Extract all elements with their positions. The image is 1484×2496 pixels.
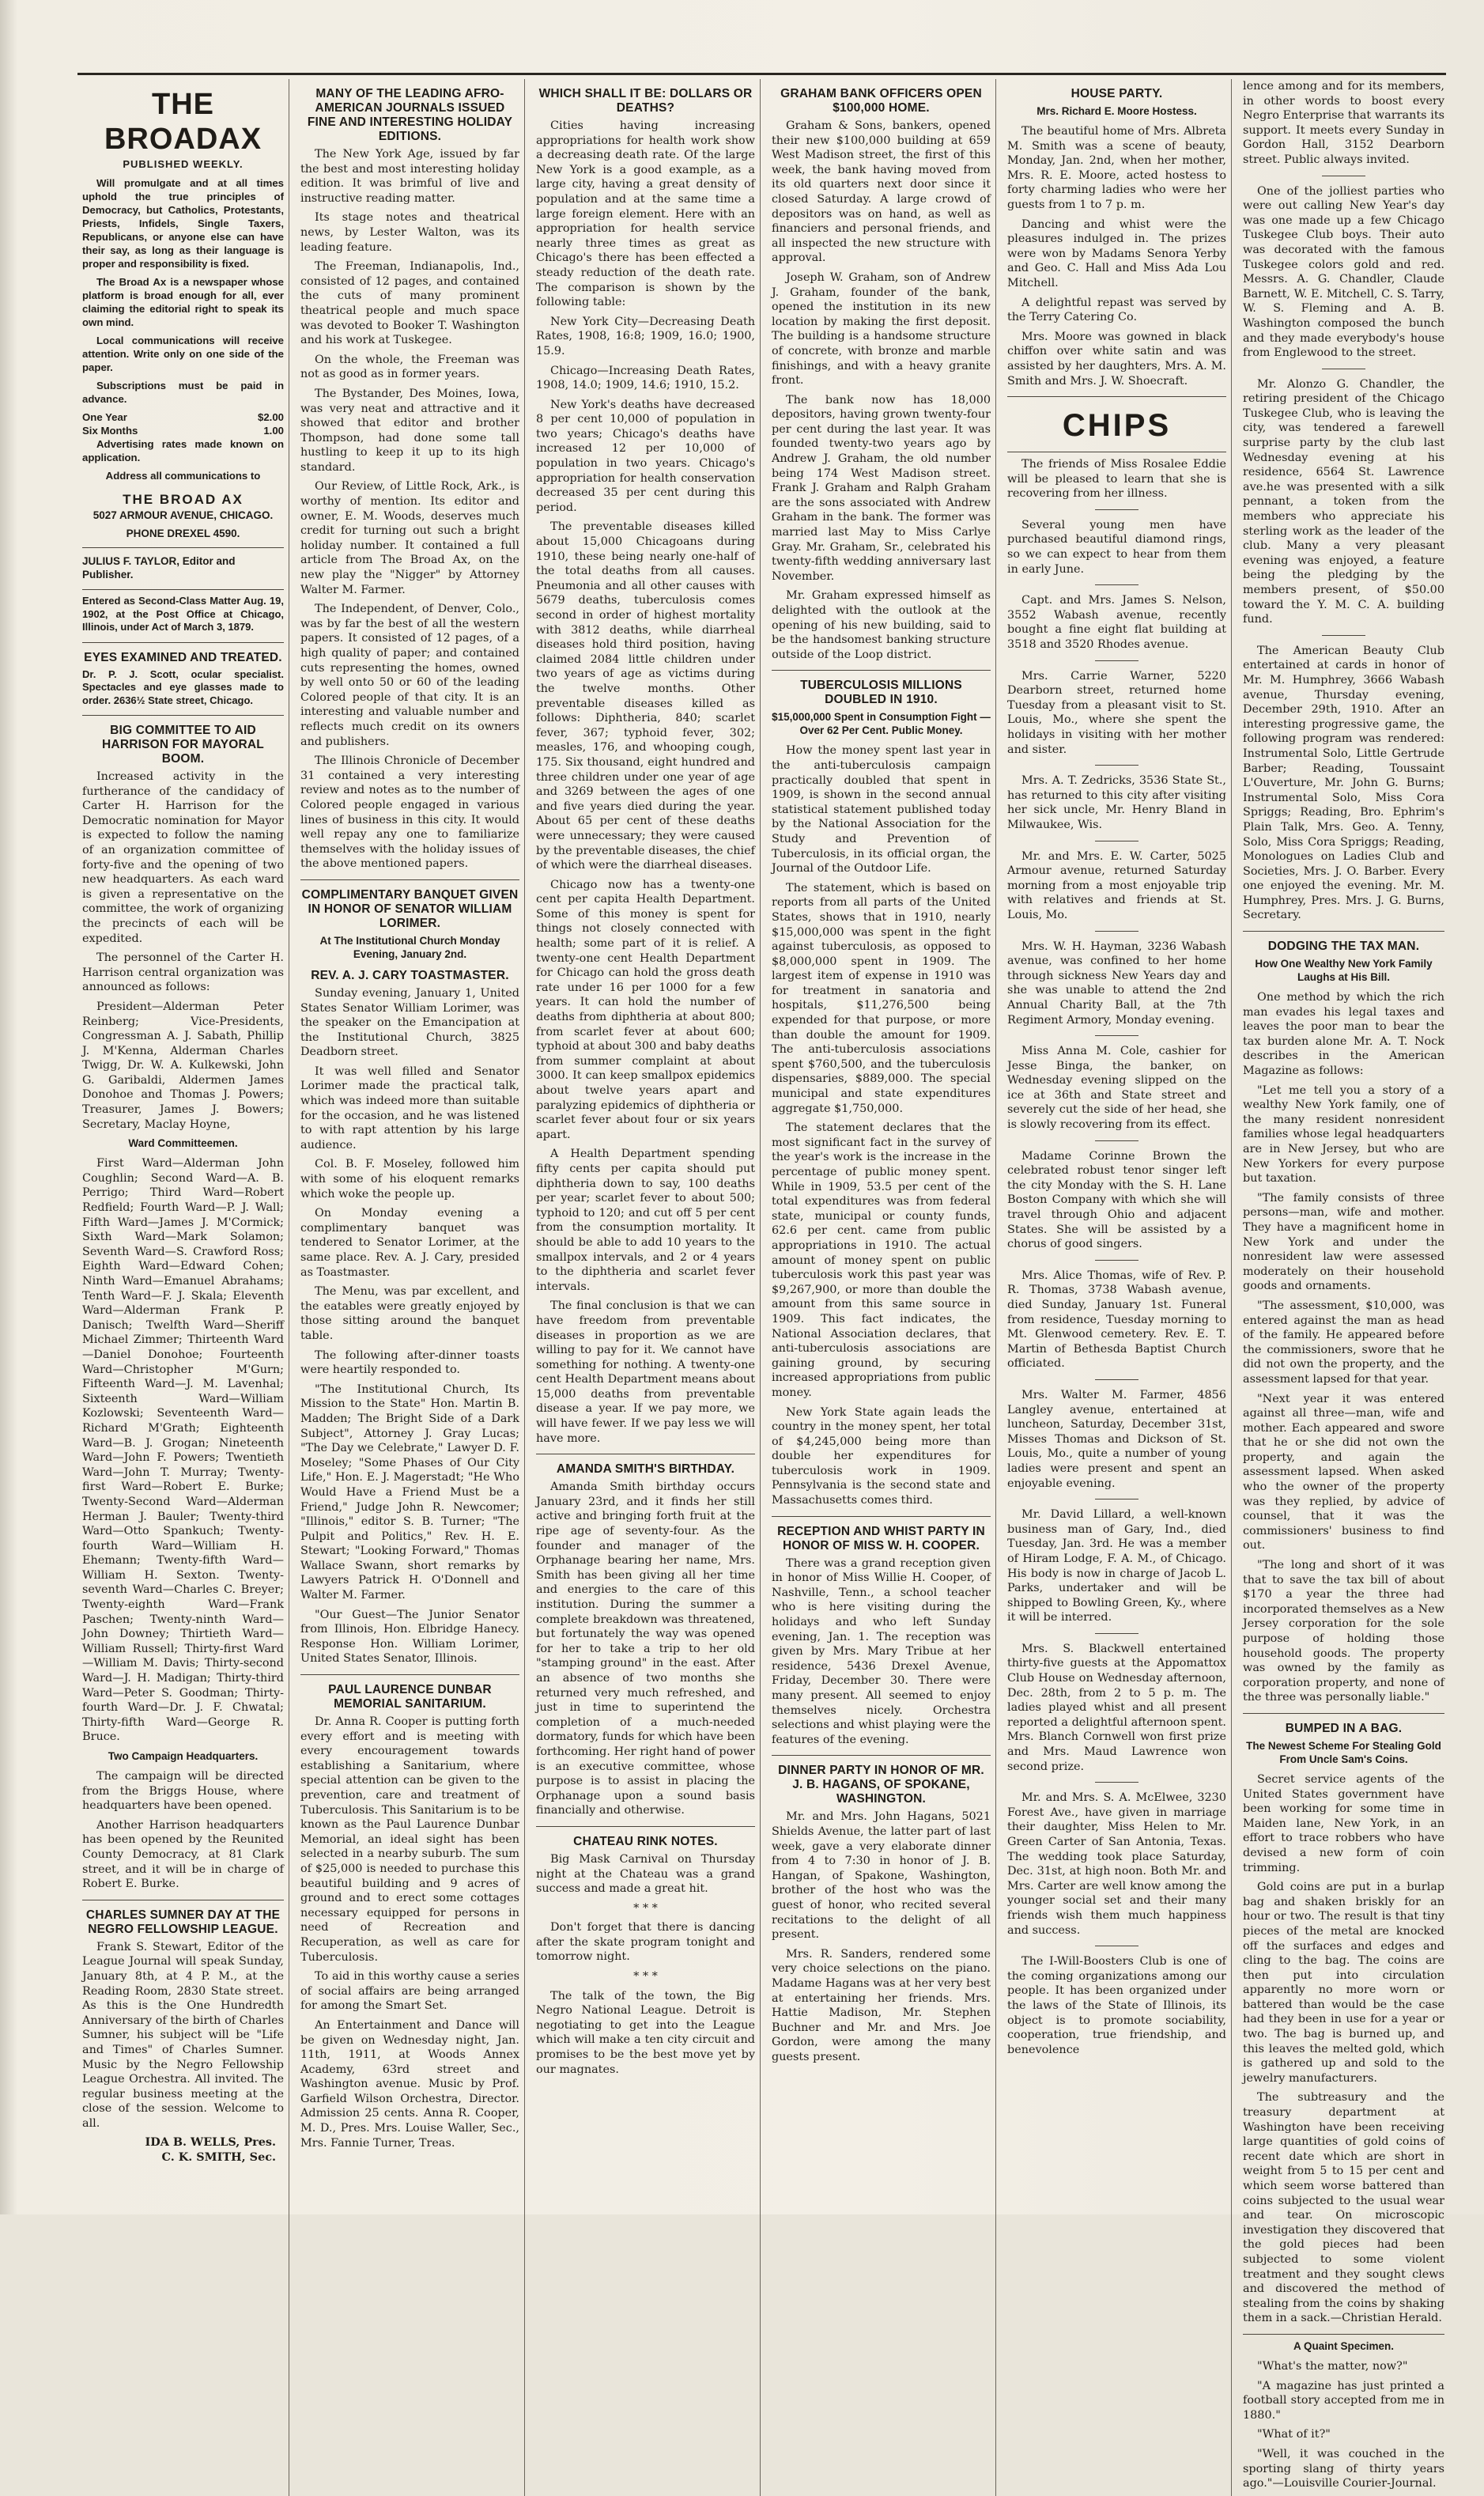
local-text: Local communications will receive attention. Write only on one side of the paper. <box>82 335 284 373</box>
chips-item: Mr. David Lillard, a well-known business man of Gary, Ind., died Tuesday, Jan. 3rd. He was a member of Hiram Lodge, F. A. M., of Chicago. His body is now in charge of Jacob L. Parks, undertaker and will be shipped to Bowling Green, Ky., where it will be interred. <box>1007 1508 1226 1624</box>
specimen-paragraph: "What of it?" <box>1257 2428 1331 2441</box>
banquet-paragraph: On Monday evening a complimentary banquet was tendered to Senator Lorimer, at the same place. Rev. A. J. Cary, presided as Toastmaster. <box>300 1207 519 1279</box>
item-separator <box>1095 765 1138 766</box>
divider <box>82 642 284 643</box>
phone-number: PHONE DREXEL 4590. <box>126 528 240 539</box>
smith-headline: AMANDA SMITH'S BIRTHDAY. <box>556 1462 735 1477</box>
tb-paragraph: How the money spent last year in the anti-tuberculosis campaign practically doubled that spent in 1909, is shown in the second annual statistical statement published today by the National Association for the Study and Prevention of Tuberculosis, in its official organ, the Journal of the Outdoor Life. <box>772 744 991 875</box>
sumner-headline: CHARLES SUMNER DAY AT THE NEGRO FELLOWSHIP LEAGUE. <box>85 1908 281 1936</box>
hagans-headline: DINNER PARTY IN HONOR OF MR. J. B. HAGANS, OF SPOKANE, WASHINGTON. <box>778 1764 984 1806</box>
banquet-paragraph: "Our Guest—The Junior Senator from Illinois, Hon. Elbridge Hanecy. Response Hon. William Lorimer, United States Senator, Illinois. <box>300 1608 519 1666</box>
item-separator <box>1095 584 1138 585</box>
divider <box>300 879 519 880</box>
specimen-paragraph: "What's the matter, now?" <box>1257 2359 1408 2373</box>
tax-paragraph: "Let me tell you a story of a wealthy New York family, one of the many resident nonresident families whose legal headquarters are in New Jersey, but who are New Yorkers for every purpose but taxation. <box>1243 1083 1444 1186</box>
item-separator <box>1095 1379 1138 1380</box>
rink-paragraph: The talk of the town, the Big Negro National League. Detroit is negotiating to get into the League which will make a ten city circuit and promises to be the best move yet by our magnates. <box>536 1989 755 2076</box>
hq-paragraph: Another Harrison headquarters has been opened by the Reunited County Democracy, at 81 Clark street, and it will be in charge of Robert E. Burke. <box>82 1818 284 1891</box>
bank-paragraph: Joseph W. Graham, son of Andrew J. Graham, founder of the bank, opened the institution in its new location by making the first deposit. The building is a handsome structure of concrete, with bronze and marble finishings, and with a heavy granite front. <box>772 270 991 388</box>
chips-item: Mrs. Alice Thomas, wife of Rev. P. R. Thomas, 3738 Wabash avenue, died Sunday, January 1st. Funeral from residence, Tuesday morning to Mt. Glenwood cemetery. Rev. E. T. Martin of Bethesda Baptist Church officiated. <box>1007 1269 1226 1371</box>
office-address: 5027 ARMOUR AVENUE, CHICAGO. <box>93 509 274 521</box>
newspaper-title: THE BROADAX <box>104 88 262 156</box>
house-headline: HOUSE PARTY. <box>1071 87 1163 100</box>
tax-paragraph: One method by which the rich man evades his legal taxes and leaves the poor man to bear the tax burden alone Mr. A. T. Nock describes in the American Magazine as follows: <box>1243 991 1444 1078</box>
bank-paragraph: Graham & Sons, bankers, opened their new $100,000 building at 659 West Madison street, the first of this week, the bank having moved from its old quarters next door since it closed Saturday. A large crowd of depositors was on hand, as well as financiers and personal friends, and all inspected the new structure with approval. <box>772 119 991 265</box>
banquet-headline: COMPLIMENTARY BANQUET GIVEN IN HONOR OF SENATOR WILLIAM LORIMER. <box>301 887 519 930</box>
chips-list <box>1007 457 1226 2057</box>
banquet-paragraph: It was well filled and Senator Lorimer made the practical talk, which was indeed more than suitable for the occasion, and he was listened to with rapt attention by his large audience. <box>300 1065 519 1152</box>
newspaper-subtitle: PUBLISHED WEEKLY. <box>123 158 244 170</box>
signature: IDA B. WELLS, Pres. <box>145 2135 276 2150</box>
column-3 <box>531 79 761 2496</box>
specimen-paragraph: "A magazine has just printed a football story accepted from me in 1880." <box>1243 2379 1444 2422</box>
bank-headline: GRAHAM BANK OFFICERS OPEN $100,000 HOME. <box>780 87 982 115</box>
divider <box>82 547 284 548</box>
tax-paragraph: "The assessment, $10,000, was entered against the man as head of the family. He appeared before the commissioners, swore that he did not own the property, and the assessment lapsed for that year. <box>1243 1299 1444 1386</box>
office-name: THE BROAD AX <box>123 492 244 507</box>
item-separator <box>1095 1782 1138 1783</box>
divider <box>82 589 284 590</box>
journals-paragraph: The Freeman, Indianapolis, Ind., consisted of 12 pages, and contained the cuts of many prominent theatrical people and much space was devoted to Booker T. Washington and his work at Tuskegee. <box>300 260 519 347</box>
death-paragraph: A Health Department spending fifty cents per capita should put diphtheria down to say, 100 deaths per year; scarlet fever to about 500; typhoid to 120; and cut off 5 per cent from the consumption mortality. It should be able to add 10 years to the smallpox intervals, and 2 or 4 years to the diphtheria and scarlet fever intervals. <box>536 1148 755 1293</box>
divider <box>772 1516 991 1517</box>
chips-item: Mrs. A. T. Zedricks, 3536 State St., has returned to this city after visiting her sick uncle, Mr. Henry Bland in Milwaukee, Wis. <box>1007 774 1226 831</box>
rate-price: $2.00 <box>257 411 284 423</box>
masthead <box>82 87 284 634</box>
tax-subhead: How One Wealthy New York Family Laughs at His Bill. <box>1255 958 1433 984</box>
specimen-paragraph: "Well, it was couched in the sporting slang of thirty years ago."—Louisville Courier-Journal. <box>1243 2447 1444 2490</box>
divider <box>536 1826 755 1827</box>
harrison-headline: BIG COMMITTEE TO AID HARRISON FOR MAYORAL BOOM. <box>102 724 264 766</box>
chips-item: The I-Will-Boosters Club is one of the coming organizations among our people. It has been organized under the laws of the State of Illinois, its object is to promote sociability, cooperation, true friendship, and benevolence <box>1007 1955 1226 2056</box>
platform-text: The Broad Ax is a newspaper whose platform is broad enough for all, ever claiming the editorial right to speak its own mind. <box>82 276 284 328</box>
banquet-paragraph: Sunday evening, January 1, United States Senator William Lorimer, was the speaker on the Emancipation at the Institutional Church, 3825 Deadborn street. <box>300 986 519 1059</box>
divider <box>772 1755 991 1756</box>
death-paragraph: New York's deaths have decreased 8 per cent 10,000 of population in two years; Chicago's deaths have increased 12 per 10,000 of population in two years. Chicago's appropriation for health conservation decreased 35 per cent during this period. <box>536 398 755 514</box>
eyes-text: Dr. P. J. Scott, ocular specialist. Spectacles and eye glasses made to order. 2636½ State street, Chicago. <box>82 667 284 706</box>
journals-paragraph: The Illinois Chronicle of December 31 contained a very interesting review and notes as to the number of Colored people engaged in various lines of business in this city. It would well repay any one to familiarize themselves with the holiday issues of the above mentioned papers. <box>300 754 519 871</box>
tax-headline: DODGING THE TAX MAN. <box>1267 940 1420 954</box>
dunbar-paragraph: An Entertainment and Dance will be given on Wednesday night, Jan. 11th, 1911, at Woods Annex Academy, 63rd street and Washington avenue. Music by Prof. Garfield Wilson Orchestra, Director. Admission 25 cents. Anna R. Cooper, M. D., Pres. Mrs. Louise Waller, Sec., Mrs. Fannie Turner, Treas. <box>300 2018 519 2150</box>
chips-item: Mr. and Mrs. S. A. McElwee, 3230 Forest Ave., have given in marriage their daughter, Miss Helen to Mr. Green Carter of San Antonia, Texas. The wedding took place Saturday, Dec. 31st, at high noon. Both Mr. and Mrs. Carter are well know among the younger social set and their many friends wish them much happiness and success. <box>1007 1791 1226 1937</box>
rate-label: One Year <box>82 411 127 423</box>
chandler-paragraph: Mr. Alonzo G. Chandler, the retiring president of the Chicago Tuskegee Club, who is leaving the city, was tendered a farewell surprise party by the club last Wednesday evening at his residence, 6564 St. Lawrence ave.he was presented with a silk pennant, a token from the members who appreciate his sterling work as the leader of the club. Many a very pleasant evening was enjoyed, a feature being the pledging by the members present, of $50.00 toward the Y. M. C. A. building fund. <box>1243 377 1444 626</box>
masthead-rule <box>77 73 1446 75</box>
specimen-headline: A Quaint Specimen. <box>1293 2339 1395 2352</box>
bag-headline: BUMPED IN A BAG. <box>1285 1721 1403 1735</box>
rate-label: Six Months <box>82 425 138 437</box>
chips-item: Miss Anna M. Cole, cashier for Jesse Binga, the banker, on Wednesday evening slipped on the ice at 36th and State street and severely cut the side of her head, she is slowly recovering from its effect. <box>1007 1045 1226 1132</box>
ward-subhead: Ward Committeemen. <box>128 1137 238 1150</box>
editor-line: JULIUS F. TAYLOR, Editor and Publisher. <box>82 555 236 581</box>
banquet-subhead: At The Institutional Church Monday Evening, January 2nd. <box>319 934 500 960</box>
dunbar-paragraph: To aid in this worthy cause a series of social affairs are being arranged for among the Smart Set. <box>300 1970 519 2013</box>
house-paragraph: Dancing and whist were the pleasures indulged in. The prizes were won by Madams Senora Yerby and Geo. C. Hall and Miss Ada Lou Mitchell. <box>1007 217 1226 289</box>
policy-text: Will promulgate and at all times uphold the true principles of Democracy, but Catholics, Protestants, Priests, Infidels, Single Taxers, Republicans, or anyone else can have their say, as long as their language is proper and responsibility is fixed. <box>82 177 284 270</box>
harrison-paragraph: Increased activity in the furtherance of the candidacy of Carter H. Harrison for the Democratic nomination for Mayor is expected to follow the naming of an organization committee of forty-five and the opening of two new headquarters. As each ward is given a representative on the committee, the work of organizing the precincts of each will be expedited. <box>82 770 284 945</box>
dunbar-paragraph: Dr. Anna R. Cooper is putting forth every effort and is meeting with every encouragement towards establishing a Sanitarium, where special attention can be given to the prevention, care and treatment of Tuberculosis. This Sanitarium is to be known as the Paul Laurence Dunbar Memorial, an ideal sight has been selected in a nearby suburb. The sum of $25,000 is needed to purchase this beautiful building and 9 acres of ground and to erect some cottages necessary equipped for persons in need of Recreation and Recuperation, as well as care for Tuberculosis. <box>300 1715 519 1964</box>
item-separator <box>1095 660 1138 661</box>
hq-paragraph: The campaign will be directed from the Briggs House, where headquarters have been opened. <box>82 1770 284 1813</box>
cary-headline: REV. A. J. CARY TOASTMASTER. <box>311 968 509 982</box>
divider <box>772 670 991 671</box>
column-4 <box>767 79 996 2496</box>
journals-paragraph: The Independent, of Denver, Colo., was by far the best of all the western papers. It consisted of 12 pages, of a high quality of paper; and contained cuts representing the homes, owned by well onto 50 or 60 of the leading Colored people of that city. It is an interesting and valuable number and reflects much credit on its owners and publishers. <box>300 603 519 748</box>
bank-paragraph: The bank now has 18,000 depositors, having grown twenty-four per cent during the last year. It was founded twenty-two years ago by Andrew J. Graham, the old number being 174 West Madison street. Frank J. Graham and Ralph Graham are the sons associated with Andrew Graham in the bank. The former was married last May to Miss Carlye Gray. Mr. Graham, Sr., celebrated his twenty-fifth wedding anniversary last November. <box>772 393 991 583</box>
item-separator <box>1095 1633 1138 1634</box>
bag-subhead: The Newest Scheme For Stealing Gold From Uncle Sam's Coins. <box>1246 1739 1441 1765</box>
tax-paragraph: "The long and short of it was that to save the tax bill of about $170 a year the three had incorporated themselves as a New Jersey corporation for the sole purpose of holding those household goods. The property was owned by the family as corporation property, and none of the three was personally liable." <box>1243 1559 1444 1704</box>
chips-headline: CHIPS <box>1062 408 1172 444</box>
bank-paragraph: Mr. Graham expressed himself as delighted with the outlook at the opening of his new building, said to be the handsomest banking structure outside of the Loop district. <box>772 589 991 661</box>
beauty-club-paragraph: The American Beauty Club entertained at cards in honor of Mr. M. Humphrey, 3666 Wabash avenue, Thursday evening, December 29th, 1910. After an interesting progressive game, the following program was rendered: Instrumental Solo, Little Gertrude Barber; Reading, Toussaint L'Ouverture, Mr. John G. Burns; Instrumental Solo, Miss Cora Spriggs; Reading, Bro. Ephrim's Plain Talk, Mrs. Geo. A. Tenny, Solo, Miss Cora Spriggs; Reading, Monologues on Ladies Club and Societies, Mrs. J. O. Barber. Every one enjoyed the evening. Mr. M. Humphrey, Pres. Mrs. J. G. Burns, Secretary. <box>1243 644 1444 922</box>
hq-subhead: Two Campaign Headquarters. <box>108 1750 259 1762</box>
journals-headline: MANY OF THE LEADING AFRO-AMERICAN JOURNALS ISSUED FINE AND INTERESTING HOLIDAY EDITIONS. <box>307 87 513 143</box>
column-1 <box>77 79 289 2496</box>
banquet-paragraph: Col. B. F. Moseley, followed him with some of his eloquent remarks which woke the people up. <box>300 1158 519 1201</box>
ward-list: First Ward—Alderman John Coughlin; Second Ward—A. B. Perrigo; Third Ward—Robert Redfield; Fourth Ward—P. J. Wall; Fifth Ward—James J. M'Cormick; Sixth Ward—Mark Solamon; Seventh Ward—S. Crawford Ross; Eighth Ward—Edward Cohen; Ninth Ward—Emanuel Abrahams; Tenth Ward—F. J. Skala; Eleventh Ward—Alderman Frank P. Danisch; Twelfth Ward—Sheriff Michael Zimmer; Thirteenth Ward—Daniel Donohoe; Fourteenth Ward—Christopher M'Gurn; Fifteenth Ward—J. M. Lavenhal; Sixteenth Ward—William Kozlowski; Seventeenth Ward—Richard M'Grath; Eighteenth Ward—B. J. Grogan; Nineteenth Ward—John F. Powers; Twentieth Ward—John T. Murray; Twenty-first Ward—Robert E. Burke; Twenty-Second Ward—Alderman Herman J. Bauler; Twenty-third Ward—Otto Spankuch; Twenty-fourth Ward—William H. Ehemann; Twenty-fifth Ward—William H. Sexton. Twenty-seventh Ward—Charles C. Breyer; Twenty-eighth Ward—Frank Paschen; Twenty-ninth Ward—John Downey; Thirtieth Ward—William Russell; Thirty-first Ward—William M. Davis; Thirty-second Ward—J. H. Madigan; Thirty-third Ward—Peter S. Goodman; Thirty-fourth Ward—Dr. J. F. Chwatal; Thirty-fifth Ward—George R. Bruce. <box>82 1157 284 1744</box>
bag-paragraph: The subtreasury and the treasury department at Washington have been receiving large quantities of gold coins of recent date which are short in weight from 5 to 15 per cent and which seem worse battered than coins subjected to the usual wear and tear. On microscopic investigation they discovered that the gold pieces had been subjected to some violent treatment and they sought clews and discovered the method of stealing from the coins by shaking them in a sack.—Christian Herald. <box>1243 2091 1444 2325</box>
advertising-text: Advertising rates made known on application. <box>82 438 284 463</box>
chips-item: Mrs. Carrie Warner, 5220 Dearborn street, returned home Tuesday from a pleasant visit to St. Louis, Mo., where she spent the holidays in visiting with her mother and sister. <box>1007 669 1226 756</box>
tuskegee-paragraph: One of the jolliest parties who were out calling New Year's day was one made up a few Chicago Tuskegee Club boys. Their auto was decorated with the famous Tuskegee colors gold and red. Messrs. A. G. Chandler, Claude Barnett, W. E. Mitchell, C. S. Tarry, W. S. Fleming and A. B. Washington composed the bunch and they made everybody's house from Englewood to the street. <box>1243 184 1444 360</box>
rink-paragraph: Big Mask Carnival on Thursday night at the Chateau was a grand success and made a great hit. <box>536 1852 755 1896</box>
hagans-paragraph: Mrs. R. Sanders, rendered some very choice selections on the piano. Madame Hagans was at her very best at entertaining her friends. Mrs. Hattie Madison, Mr. Stephen Buchner and Mr. and Mrs. Joe Gordon, were among the many guests present. <box>772 1947 991 2063</box>
stars-separator: * * * <box>633 1901 658 1915</box>
stars-separator: * * * <box>633 1970 658 1984</box>
divider <box>1243 2334 1444 2335</box>
column-6 <box>1238 79 1449 2496</box>
divider <box>300 1674 519 1675</box>
eyes-headline: EYES EXAMINED AND TREATED. <box>84 650 282 664</box>
cooper-paragraph: There was a grand reception given in honor of Miss Willie H. Cooper, of Nashville, Tenn., a school teacher who is here visiting during the holidays and who left Sunday evening, Jan. 1. The reception was given by Mrs. Mary Tribue at her residence, 5436 Drexel Avenue, Friday, December 30. There were many present. All seemed to enjoy themselves nicely. Orchestra selections and whist playing were the features of the evening. <box>772 1556 991 1746</box>
chips-item: Several young men have purchased beautiful diamond rings, so we can expect to hear from them in early June. <box>1007 518 1226 576</box>
journals-paragraph: On the whole, the Freeman was not as good as in former years. <box>300 353 519 381</box>
rink-headline: CHATEAU RINK NOTES. <box>573 1834 718 1848</box>
bag-paragraph: Secret service agents of the United States government have been working for some time in Maiden lane, New York, in an effort to trace robbers who have devised a new form of coin trimming. <box>1243 1772 1444 1874</box>
entered-notice: Entered as Second-Class Matter Aug. 19, 1902, at the Post Office at Chicago, Illinois, under Act of March 3, 1879. <box>82 595 284 633</box>
tax-paragraph: "Next year it was entered against all three—man, wife and mother. Each appeared and swore that he or she did not own the property, and again the assessment lapsed. When asked who the owner of the property was they replied, by advice of counsel, that it was the commissioners' business to find out. <box>1243 1392 1444 1552</box>
subscription-rates <box>82 410 284 437</box>
tb-subhead: $15,000,000 Spent in Consumption Fight —Over 62 Per Cent. Public Money. <box>772 711 991 737</box>
cooper-headline: RECEPTION AND WHIST PARTY IN HONOR OF MISS W. H. COOPER. <box>777 1524 985 1552</box>
death-paragraph: The preventable diseases killed about 15,000 Chicagoans during 1910, these being nearly one-half of the total deaths from all causes. Pneumonia and all other causes with 5679 deaths, tuberculosis comes second in order of highest mortality with 3812 deaths, while diarrheal diseases hold third position, having claimed 2084 little children under two years of age as victims during the twelve months. Other preventable diseases killed as follows: Diphtheria, 840; scarlet fever, 367; typhoid fever, 302; measles, 176, and whooping cough, 175. Six thousand, eight hundred and three children under one year of age and 3269 between the ages of one and five years died during the year. About 65 per cent of these deaths were unnecessary; they were caused by the preventable diseases, the chief of which were the diarrheal diseases. <box>536 520 755 872</box>
chips-item: Madame Corinne Brown the celebrated robust tenor singer left the city Monday with the S. H. Lane Boston Company with which she will travel through Ohio and adjacent States. She will be assisted by a chorus of good singers. <box>1007 1149 1226 1251</box>
banquet-paragraph: The following after-dinner toasts were heartily responded to. <box>300 1348 519 1377</box>
divider <box>1243 1713 1444 1714</box>
chips-item: Mrs. W. H. Hayman, 3236 Wabash avenue, was confined to her home through sickness New Years day and she was unable to attend the 2nd Annual Charity Ball, at the 7th Regiment Armory, Monday evening. <box>1007 940 1226 1027</box>
tb-paragraph: The statement declares that the most significant fact in the survey of the year's work is the increase in the percentage of public money spent. While in 1909, 53.5 per cent of the total expenditures was from federal state, municipal or county funds, 62.6 per cent. came from public appropriations in 1910. The actual amount of money spent on public tuberculosis work this past year was $9,267,900, or more than double the amount from this same source in 1909. This fact indicates, the National Association declares, that anti-tuberculosis associations are gaining ground, by securing increased appropriations from public money. <box>772 1121 991 1399</box>
chips-item: Mrs. S. Blackwell entertained thirty-five guests at the Appomattox Club House on Wednesday afternoon, Dec. 28th, from 2 to 5 p. m. The ladies played whist and all present reported a delightful afternoon spent. Mrs. Blanch Cornwell won first prize and Mrs. Maud Lawrence won second prize. <box>1007 1642 1226 1773</box>
tb-headline: TUBERCULOSIS MILLIONS DOUBLED IN 1910. <box>800 679 962 707</box>
death-paragraph: New York City—Decreasing Death Rates, 1908, 16:8; 1909, 16.0; 1900, 15.9. <box>536 315 755 357</box>
continued-paragraph: lence among and for its members, in other words to boost every Negro Enterprise that warrants its support. It meets every Sunday in Gordon Hall, 3152 Dearborn street. Public always invited. <box>1243 80 1444 166</box>
item-separator <box>1095 931 1138 932</box>
journals-paragraph: Our Review, of Little Rock, Ark., is worthy of mention. Its editor and owner, E. M. Woods, deserves much credit for turning out such a bright holiday number. It contained a full article from The Broad Ax, on the new play the "Nigger" by Attorney Walter M. Farmer. <box>300 480 519 596</box>
chips-item: Mr. and Mrs. E. W. Carter, 5025 Armour avenue, returned Saturday morning from a most enjoyable trip with relatives and friends at St. Louis, Mo. <box>1007 849 1226 921</box>
hagans-paragraph: Mr. and Mrs. John Hagans, 5021 Shields Avenue, the latter part of last week, gave a very elaborate dinner from 4 to 7:30 in honor of J. B. Hangan, of Spakone, Washington, brother of the host who was the guest of honor, who recited several recitations to the delight of all present. <box>772 1810 991 1942</box>
item-separator <box>1095 509 1138 510</box>
divider <box>1007 396 1226 397</box>
house-paragraph: A delightful repast was served by the Terry Catering Co. <box>1007 296 1226 324</box>
columns <box>77 79 1449 2490</box>
death-headline: WHICH SHALL IT BE: DOLLARS OR DEATHS? <box>538 87 753 115</box>
banquet-paragraph: The Menu, was par excellent, and the eatables were greatly enjoyed by those sitting around the banquet table. <box>300 1285 519 1342</box>
rate-price: 1.00 <box>263 425 284 437</box>
banquet-paragraph: "The Institutional Church, Its Mission to the State" Hon. Martin B. Madden; The Bright Side of a Dark Subject", Attorney J. Gray Lucas; "The Day we Celebrate," Lawyer D. F. Moseley; "Some Phases of Our City Life," Hon. E. J. Magerstadt; "He Who Would Have a Friend Must be a Friend," Judge John R. Newcomer; "Illinois," editor S. B. Turner; "The Pulpit and Politics," Rev. H. E. Stewart; "Looking Forward," Thomas Wallace Swann, short remarks by Lawyers Patrick H. O'Donnell and Walter M. Farmer. <box>300 1382 519 1602</box>
signature: C. K. SMITH, Sec. <box>161 2150 276 2165</box>
death-paragraph: The final conclusion is that we can have freedom from preventable diseases in proportion as we are willing to pay for it. We cannot have something for nothing. A twenty-one cent Health Department means about 15,000 deaths from preventable disease a year. If we pay more, we will have fewer. If we pay less we will have more. <box>536 1299 755 1445</box>
harrison-paragraph: President—Alderman Peter Reinberg; Vice-Presidents, Congressman A. J. Sabath, Phillip J. M'Kenna, Alderman Charles Twigg, Dr. W. A. Kulkewski, John G. Garibaldi, Aldermen James Donohoe and Thomas J. Powers; Treasurer, James J. Bowers; Secretary, Maclay Hoyne, <box>82 1000 284 1131</box>
journals-paragraph: The New York Age, issued by far the best and most interesting holiday edition. It was brimful of live and instructive reading matter. <box>300 148 519 205</box>
rink-paragraph: Don't forget that there is dancing after the skate program tonight and tomorrow night. <box>536 1921 755 1964</box>
sumner-paragraph: Frank S. Stewart, Editor of the League Journal will speak Sunday, January 8th, at 4 P. M., at the Reading Room, 2830 State street. As this is the One Hundredth Anniversary of the birth of Charles Sumner, his subject will be "Life and Times" of Charles Sumner. Music by the Negro Fellowship League Orchestra. All invited. The regular business meeting at the close of the session. Welcome to all. <box>82 1940 284 2130</box>
item-separator <box>1095 1260 1138 1261</box>
death-paragraph: Chicago now has a twenty-one cent per capita Health Department. Some of this money is spent for things not closely connected with health; some part of it is relief. A twenty-one cent Health Department for Chicago can hold the gross death rate under 16 per 1000 for a few years. It can hold the number of deaths from diphtheria at about 800; from scarlet fever at about 600; typhoid at about 300 and baby deaths from summer complaint at about 3000. It can keep smallpox epidemics about twelve years apart and paralyzing epidemics of diphtheria or scarlet fever about four or six years apart. <box>536 878 755 1141</box>
bag-paragraph: Gold coins are put in a burlap bag and shaken briskly for an hour or two. The result is that tiny pieces of the metal are knocked off the surfaces and edges and cling to the bag. The coins are then put into circulation apparently no more worn or battered than would be the case had they been in use for a year or two. The bag is burned up, and this leaves the melted gold, which is gathered up and sold to the jewelry manufacturers. <box>1243 1881 1444 2085</box>
advance-text: Subscriptions must be paid in advance. <box>82 380 284 405</box>
house-subhead: Mrs. Richard E. Moore Hostess. <box>1037 105 1197 117</box>
chips-item: Capt. and Mrs. James S. Nelson, 3552 Wabash avenue, recently bought a fine eight flat building at 3518 and 3520 Rhodes avenue. <box>1007 594 1226 652</box>
tb-paragraph: New York State again leads the country in the money spent, her total of $4,245,000 being more than double her expenditures for tuberculosis work in 1909. Pennsylvania is the second state and Massachusetts comes third. <box>772 1405 991 1507</box>
column-5 <box>1003 79 1232 2496</box>
address-all: Address all communications to <box>105 470 261 482</box>
tax-paragraph: "The family consists of three persons—man, wife and mother. They have a magnificent home in New York and under the nonresident law were assessed moderately on their household goods and ornaments. <box>1243 1191 1444 1293</box>
chips-item: The friends of Miss Rosalee Eddie will be pleased to learn that she is recovering from her illness. <box>1007 458 1226 501</box>
death-paragraph: Cities having increasing appropriations for health work show a decreasing death rate. Of the large New York is a good example, as a large city, having a great density of population and at the same time a large foreign element. Here with an appropriation for health service nearly three times as great as Chicago's there has been effected a steady reduction of the death rate. The comparison is shown by the following table: <box>536 119 755 309</box>
divider <box>1243 931 1444 932</box>
item-separator <box>1322 635 1365 636</box>
item-separator <box>1095 1140 1138 1141</box>
death-paragraph: Chicago—Increasing Death Rates, 1908, 14.0; 1909, 14.6; 1910, 15.2. <box>536 364 755 392</box>
column-2 <box>296 79 525 2496</box>
journals-paragraph: Its stage notes and theatrical news, by Lester Walton, was its leading feature. <box>300 211 519 254</box>
divider <box>82 715 284 716</box>
journals-paragraph: The Bystander, Des Moines, Iowa, was very neat and attractive and it showed that editor and brother Thompson, had done some tall hustling to keep it up to its high standard. <box>300 387 519 474</box>
house-paragraph: Mrs. Moore was gowned in black chiffon over white satin and was assisted by her daughters, Mrs. A. M. Smith and Mrs. J. W. Shoecraft. <box>1007 330 1226 388</box>
tb-paragraph: The statement, which is based on reports from all parts of the United States, shows that in 1910, nearly $15,000,000 was spent in the fight against tuberculosis, as opposed to $8,000,000 spent in 1909. The largest item of expense in 1910 was for treatment in sanatoria and hospitals, $11,276,500 being expended for that purpose, or more than double the amount for 1909. The anti-tuberculosis associations spent $760,500, and the tuberculosis dispensaries, $889,000. The special municipal and state expenditures aggregate $1,750,000. <box>772 881 991 1115</box>
smith-paragraph: Amanda Smith birthday occurs January 23rd, and it finds her still active and bringing forth fruit at the ripe age of seventy-four. As the founder and manager of the Orphanage bearing her name, Mrs. Smith has been giving all her time and energies to the care of this institution. During the summer a complete breakdown was threatened, but fortunately the way was opened for her to take a trip to her old "stamping ground" in the east. After an absence of two months she returned very much refreshed, and just in time to superintend the completion of a much-needed dormatory, funds for which have been forthcoming. Her right hand of power is an executive committee, whose purpose is to assist in placing the Orphanage upon a sound basis financially and otherwise. <box>536 1481 755 1817</box>
harrison-paragraph: The personnel of the Carter H. Harrison central organization was announced as follows: <box>82 951 284 994</box>
chips-item: Mrs. Walter M. Farmer, 4856 Langley avenue, entertained at luncheon, Saturday, December 31st, Misses Thomas and Dickson of St. Louis, Mo., quite a number of young ladies were present and spent an enjoyable evening. <box>1007 1388 1226 1490</box>
dunbar-headline: PAUL LAURENCE DUNBAR MEMORIAL SANITARIUM. <box>328 1683 492 1711</box>
item-separator <box>1095 1035 1138 1036</box>
house-paragraph: The beautiful home of Mrs. Albreta M. Smith was a scene of beauty, Monday, Jan. 2nd, when her mother, Mrs. R. E. Moore, acted hostess to forty charming ladies who were her guests from 1 to 7 p. m. <box>1007 125 1226 211</box>
